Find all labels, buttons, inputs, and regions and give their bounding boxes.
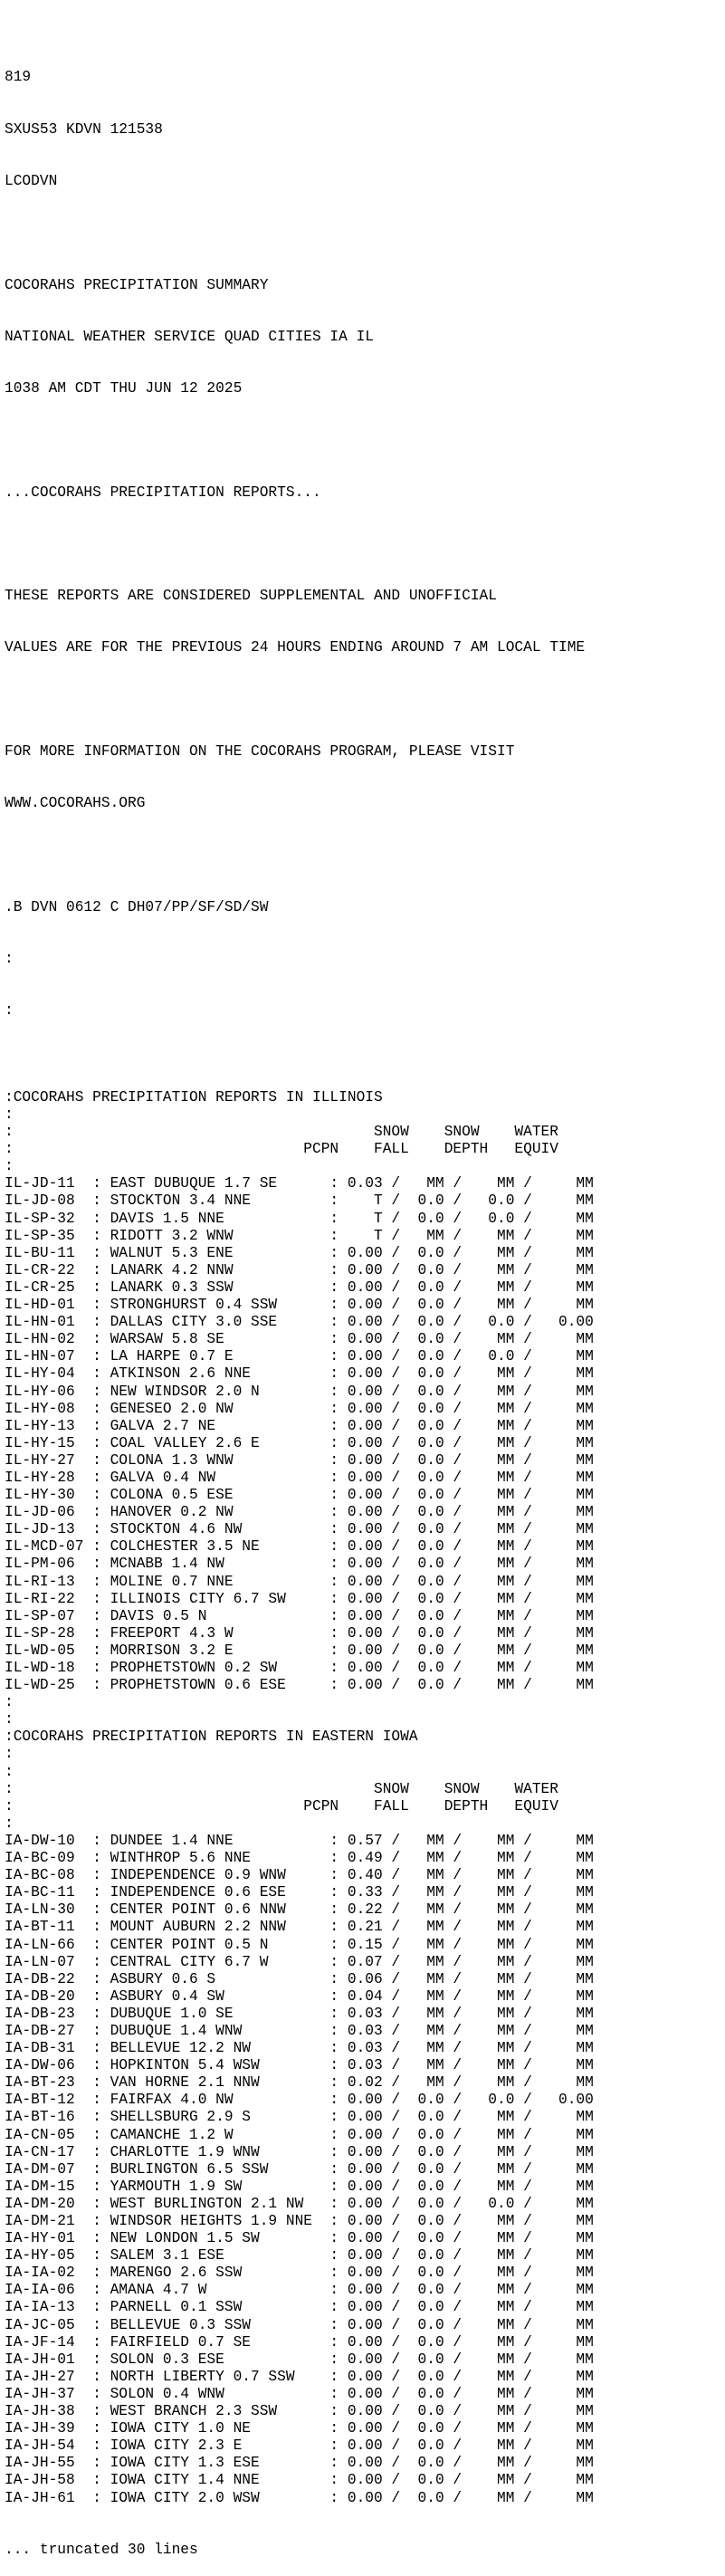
comment-line: : <box>5 1694 14 1711</box>
comment-line: : <box>5 1106 14 1123</box>
blank-line <box>5 692 725 709</box>
comment-line: : <box>5 951 14 968</box>
report-row: IL-HY-06 : NEW WINDSOR 2.0 N : 0.00 / 0.0 / MM / MM <box>5 1383 594 1400</box>
column-header-line: : PCPN FALL DEPTH EQUIV <box>5 1797 558 1815</box>
report-row: IA-IA-06 : AMANA 4.7 W : 0.00 / 0.0 / MM / MM <box>5 2282 594 2299</box>
comment-line: : <box>5 1002 14 1020</box>
column-header-line: : SNOW SNOW WATER <box>5 1124 558 1141</box>
report-row: IA-JH-38 : WEST BRANCH 2.3 SSW : 0.00 / 0.0 / MM / MM <box>5 2403 594 2420</box>
column-header-line: : <box>5 1158 14 1175</box>
wmo-heading: SXUS53 KDVN 121538 <box>5 120 163 138</box>
report-row: IA-LN-66 : CENTER POINT 0.5 N : 0.15 / MM / MM / MM <box>5 1936 594 1953</box>
header-block <box>5 34 725 1055</box>
report-row: IL-HY-28 : GALVA 0.4 NW : 0.00 / 0.0 / MM / MM <box>5 1469 594 1486</box>
report-row: IL-WD-18 : PROPHETSTOWN 0.2 SW : 0.00 / 0.0 / MM / MM <box>5 1660 594 1676</box>
report-row: IA-DM-07 : BURLINGTON 6.5 SSW : 0.00 / 0.0 / MM / MM <box>5 2160 594 2178</box>
report-row: IA-BT-11 : MOUNT AUBURN 2.2 NNW : 0.21 / MM / MM / MM <box>5 1919 594 1936</box>
report-row: IL-CR-22 : LANARK 4.2 NNW : 0.00 / 0.0 / MM / MM <box>5 1261 594 1278</box>
report-row: IA-JH-39 : IOWA CITY 1.0 NE : 0.00 / 0.0 / MM / MM <box>5 2420 594 2437</box>
report-row: IL-WD-25 : PROPHETSTOWN 0.6 ESE : 0.00 / 0.0 / MM / MM <box>5 1677 594 1694</box>
report-row: IA-BC-11 : INDEPENDENCE 0.6 ESE : 0.33 / MM / MM / MM <box>5 1884 594 1901</box>
product-awips-number: 819 <box>5 69 32 86</box>
report-row: IL-HN-01 : DALLAS CITY 3.0 SSE : 0.00 / 0.0 / 0.0 / 0.00 <box>5 1314 594 1331</box>
report-row: IA-JH-37 : SOLON 0.4 WNW : 0.00 / 0.0 / MM / MM <box>5 2385 594 2402</box>
report-row: IA-BT-23 : VAN HORNE 2.1 NNW : 0.02 / MM / MM / MM <box>5 2074 594 2092</box>
report-section <box>5 1729 725 2506</box>
issuance-time: 1038 AM CDT THU JUN 12 2025 <box>5 380 243 397</box>
report-row: IL-RI-13 : MOLINE 0.7 NNE : 0.00 / 0.0 / MM / MM <box>5 1573 594 1590</box>
report-row: IA-CN-17 : CHARLOTTE 1.9 WNW : 0.00 / 0.0 / MM / MM <box>5 2143 594 2160</box>
product-title: COCORAHS PRECIPITATION SUMMARY <box>5 276 269 293</box>
report-row: IL-JD-11 : EAST DUBUQUE 1.7 SE : 0.03 / MM / MM / MM <box>5 1175 594 1192</box>
report-row: IL-PM-06 : MCNABB 1.4 NW : 0.00 / 0.0 / MM / MM <box>5 1556 594 1573</box>
report-row: IA-DB-22 : ASBURY 0.6 S : 0.06 / MM / MM / MM <box>5 1970 594 1987</box>
report-row: IA-JH-54 : IOWA CITY 2.3 E : 0.00 / 0.0 / MM / MM <box>5 2437 594 2455</box>
report-row: IA-JH-61 : IOWA CITY 2.0 WSW : 0.00 / 0.0 / MM / MM <box>5 2489 594 2506</box>
report-row: IL-MCD-07 : COLCHESTER 3.5 NE : 0.00 / 0.0 / MM / MM <box>5 1538 594 1556</box>
report-row: IA-BC-09 : WINTHROP 5.6 NNE : 0.49 / MM / MM / MM <box>5 1850 594 1867</box>
website-line: WWW.COCORAHS.ORG <box>5 795 146 812</box>
report-row: IL-SP-07 : DAVIS 0.5 N : 0.00 / 0.0 / MM / MM <box>5 1607 594 1624</box>
report-row: IA-JH-27 : NORTH LIBERTY 0.7 SSW : 0.00 / 0.0 / MM / MM <box>5 2368 594 2385</box>
report-row: IL-HN-07 : LA HARPE 0.7 E : 0.00 / 0.0 / 0.0 / MM <box>5 1348 594 1365</box>
report-row: IA-LN-07 : CENTRAL CITY 6.7 W : 0.07 / MM / MM / MM <box>5 1953 594 1970</box>
report-row: IA-DW-10 : DUNDEE 1.4 NNE : 0.57 / MM / MM / MM <box>5 1832 594 1849</box>
report-row: IL-RI-22 : ILLINOIS CITY 6.7 SW : 0.00 / 0.0 / MM / MM <box>5 1590 594 1607</box>
report-row: IA-DB-27 : DUBUQUE 1.4 WNW : 0.03 / MM / MM / MM <box>5 2022 594 2039</box>
report-row: IA-DW-06 : HOPKINTON 5.4 WSW : 0.03 / MM / MM / MM <box>5 2057 594 2074</box>
report-row: IL-HY-15 : COAL VALLEY 2.6 E : 0.00 / 0.0 / MM / MM <box>5 1434 594 1451</box>
blank-line <box>5 225 725 242</box>
section-title: :COCORAHS PRECIPITATION REPORTS IN EASTERN IOWA <box>5 1729 418 1746</box>
report-row: IA-JC-05 : BELLEVUE 0.3 SSW : 0.00 / 0.0 / MM / MM <box>5 2316 594 2333</box>
report-row: IL-HY-13 : GALVA 2.7 NE : 0.00 / 0.0 / MM / MM <box>5 1417 594 1434</box>
report-row: IL-SP-35 : RIDOTT 3.2 WNW : T / MM / MM / MM <box>5 1227 594 1244</box>
report-row: IA-CN-05 : CAMANCHE 1.2 W : 0.00 / 0.0 / MM / MM <box>5 2126 594 2143</box>
awips-identifier: LCODVN <box>5 172 58 189</box>
blank-line <box>5 536 725 553</box>
report-row: IA-DB-20 : ASBURY 0.4 SW : 0.04 / MM / MM / MM <box>5 1987 594 2005</box>
report-row: IA-BC-08 : INDEPENDENCE 0.9 WNW : 0.40 / MM / MM / MM <box>5 1867 594 1884</box>
report-row: IA-JH-58 : IOWA CITY 1.4 NNE : 0.00 / 0.0 / MM / MM <box>5 2472 594 2489</box>
issuing-office: NATIONAL WEATHER SERVICE QUAD CITIES IA IL <box>5 328 374 345</box>
report-row: IA-JH-55 : IOWA CITY 1.3 ESE : 0.00 / 0.0 / MM / MM <box>5 2455 594 2472</box>
report-row: IL-BU-11 : WALNUT 5.3 ENE : 0.00 / 0.0 / MM / MM <box>5 1244 594 1261</box>
report-row: IL-HY-08 : GENESEO 2.0 NW : 0.00 / 0.0 / MM / MM <box>5 1400 594 1417</box>
column-header-line: : SNOW SNOW WATER <box>5 1780 558 1797</box>
report-sections <box>5 1089 725 2507</box>
report-row: IL-HN-02 : WARSAW 5.8 SE : 0.00 / 0.0 / MM / MM <box>5 1331 594 1348</box>
disclaimer-line: VALUES ARE FOR THE PREVIOUS 24 HOURS ENDING AROUND 7 AM LOCAL TIME <box>5 639 586 656</box>
report-row: IA-DM-15 : YARMOUTH 1.9 SW : 0.00 / 0.0 / MM / MM <box>5 2178 594 2195</box>
report-row: IA-HY-01 : NEW LONDON 1.5 SW : 0.00 / 0.0 / MM / MM <box>5 2230 594 2247</box>
column-header-line: : <box>5 1815 14 1832</box>
comment-line: : <box>5 1746 14 1763</box>
report-row: IL-HY-30 : COLONA 0.5 ESE : 0.00 / 0.0 / MM / MM <box>5 1487 594 1504</box>
column-header-line: : PCPN FALL DEPTH EQUIV <box>5 1141 558 1158</box>
report-row: IA-JH-01 : SOLON 0.3 ESE : 0.00 / 0.0 / MM / MM <box>5 2351 594 2368</box>
report-row: IL-SP-32 : DAVIS 1.5 NNE : T / 0.0 / 0.0 / MM <box>5 1210 594 1227</box>
report-row: IL-JD-13 : STOCKTON 4.6 NW : 0.00 / 0.0 / MM / MM <box>5 1521 594 1538</box>
disclaimer-line: THESE REPORTS ARE CONSIDERED SUPPLEMENTAL AND UNOFFICIAL <box>5 588 497 605</box>
report-row: IA-DB-23 : DUBUQUE 1.0 SE : 0.03 / MM / MM / MM <box>5 2005 594 2022</box>
report-row: IA-JF-14 : FAIRFIELD 0.7 SE : 0.00 / 0.0 / MM / MM <box>5 2333 594 2351</box>
report-row: IL-WD-05 : MORRISON 3.2 E : 0.00 / 0.0 / MM / MM <box>5 1642 594 1659</box>
report-row: IA-DM-20 : WEST BURLINGTON 2.1 NW : 0.00 / 0.0 / 0.0 / MM <box>5 2195 594 2212</box>
report-row: IA-IA-02 : MARENGO 2.6 SSW : 0.00 / 0.0 / MM / MM <box>5 2265 594 2282</box>
info-line: FOR MORE INFORMATION ON THE COCORAHS PROGRAM, PLEASE VISIT <box>5 743 515 761</box>
section-title: :COCORAHS PRECIPITATION REPORTS IN ILLINOIS <box>5 1088 383 1106</box>
report-section <box>5 1089 725 1729</box>
truncation-note: ... truncated 30 lines <box>5 2541 198 2558</box>
shef-b-line: .B DVN 0612 C DH07/PP/SF/SD/SW <box>5 898 269 915</box>
report-row: IA-IA-13 : PARNELL 0.1 SSW : 0.00 / 0.0 / MM / MM <box>5 2299 594 2316</box>
report-row: IL-CR-25 : LANARK 0.3 SSW : 0.00 / 0.0 / MM / MM <box>5 1278 594 1296</box>
report-row: IA-LN-30 : CENTER POINT 0.6 NNW : 0.22 / MM / MM / MM <box>5 1901 594 1919</box>
report-row: IA-HY-05 : SALEM 3.1 ESE : 0.00 / 0.0 / MM / MM <box>5 2247 594 2265</box>
report-row: IA-BT-16 : SHELLSBURG 2.9 S : 0.00 / 0.0 / MM / MM <box>5 2109 594 2126</box>
comment-line: : <box>5 1711 14 1729</box>
comment-line: : <box>5 1763 14 1780</box>
report-row: IL-HY-27 : COLONA 1.3 WNW : 0.00 / 0.0 / MM / MM <box>5 1451 594 1469</box>
blank-line <box>5 432 725 449</box>
report-row: IA-DM-21 : WINDSOR HEIGHTS 1.9 NNE : 0.00 / 0.0 / MM / MM <box>5 2213 594 2229</box>
report-row: IL-JD-08 : STOCKTON 3.4 NNE : T / 0.0 / 0.0 / MM <box>5 1192 594 1210</box>
report-row: IL-SP-28 : FREEPORT 4.3 W : 0.00 / 0.0 / MM / MM <box>5 1624 594 1642</box>
report-row: IL-HD-01 : STRONGHURST 0.4 SSW : 0.00 / 0.0 / MM / MM <box>5 1297 594 1314</box>
report-row: IA-BT-12 : FAIRFAX 4.0 NW : 0.00 / 0.0 / 0.0 / 0.00 <box>5 2092 594 2109</box>
report-row: IL-HY-04 : ATKINSON 2.6 NNE : 0.00 / 0.0 / MM / MM <box>5 1365 594 1383</box>
report-row: IA-DB-31 : BELLEVUE 12.2 NW : 0.03 / MM / MM / MM <box>5 2040 594 2057</box>
blank-line <box>5 847 725 865</box>
report-row: IL-JD-06 : HANOVER 0.2 NW : 0.00 / 0.0 / MM / MM <box>5 1504 594 1521</box>
section-banner: ...COCORAHS PRECIPITATION REPORTS... <box>5 484 321 501</box>
